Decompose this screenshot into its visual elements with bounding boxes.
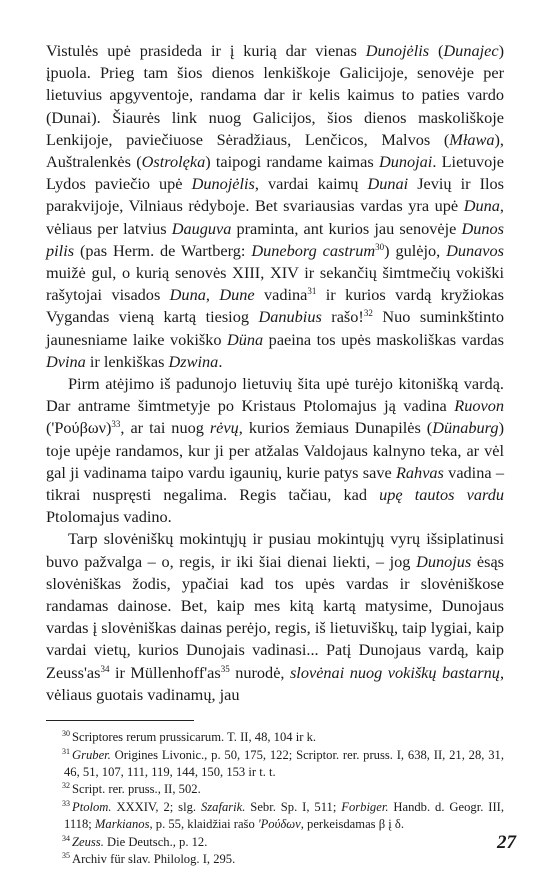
main-text bbox=[46, 40, 504, 706]
footnote-text: Zeuss. Die Deutsch., p. 12. bbox=[72, 834, 208, 849]
footnote-text: Script. rer. pruss., II, 502. bbox=[72, 782, 201, 797]
footnote-number: 34 bbox=[62, 833, 70, 843]
footnote-31 bbox=[46, 747, 504, 782]
footnote-30 bbox=[46, 729, 504, 746]
footnote-35 bbox=[46, 851, 504, 868]
footnotes bbox=[46, 729, 504, 868]
page-number: 27 bbox=[497, 832, 516, 853]
footnote-number: 31 bbox=[62, 746, 70, 756]
paragraph-2: Pirm atėjimo iš padunojo lietuvių šita upė turėjo kitonišką vardą. Dar antrame šimtmetyje po Kristaus Ptolomajus ją vadina Ruovon $('Poύ\beta\omega\nu)^{33}$, ar tai nuog rėvų, kurios žemiaus Dunapilės (Dünaburg) toje upėje randamos, kur ji per atžalas Valdojaus kalnyno teka, ar vėl gal ji vadinama taipo vardu igaunių, kurie patys save Rahvas vadina – tikrai nuspręsti negalima. Regis tačiau, kad upę tautos vardu Ptolomajus vadino. bbox=[46, 374, 504, 527]
footnote-text: Ptolom. XXXIV, 2; slg. Szafarik. Sebr. Sp. I, 511; Forbiger. Handb. d. Geogr. III, 1118; Markianos, p. 55, klaidžiai rašo 'Ρούδων, perkeisdamas β į δ. bbox=[64, 799, 504, 832]
footnote-34 bbox=[46, 834, 504, 851]
footnote-text: Gruber. Origines Livonic., p. 50, 175, 122; Scriptor. rer. pruss. I, 638, II, 21, 28, 31, 46, 51, 107, 111, 119, 144, 150, 153 ir t. t. bbox=[64, 747, 504, 779]
footnote-33 bbox=[46, 799, 504, 834]
footnote-number: 32 bbox=[62, 781, 70, 791]
footnote-text: Scriptores rerum prussicarum. T. II, 48, 104 ir k. bbox=[72, 730, 317, 745]
footnote-number: 35 bbox=[62, 850, 70, 860]
footnote-divider bbox=[46, 720, 194, 721]
footnote-text: Archiv für slav. Philolog. I, 295. bbox=[72, 851, 236, 866]
footnote-number: 33 bbox=[62, 798, 70, 808]
paragraph-1: Vistulės upė prasideda ir į kurią dar vienas Dunojėlis (Dunajec) įpuola. Prieg tam šios dienos lenkiškoje Galicijoje, senovėje per lietuvius apgyventoje, randama dar ir kelis kaimus to paties vardo (Dunai). Šiaurės link nuog Galicijos, šios dienos maskoliškoje Lenkijoje, paviečiuose Sėradžiaus, Lenčicos, Malvos (Mława), Auštralenkės (Ostrolęka) taipogi randame kaimas Dunojai. Lietuvoje Lydos paviečio upė Dunojėlis, vardai kaimų Dunai Jevių ir Ilos parakvijoje, Vilniaus rėdyboje. Bet svariausias vardas yra upė Duna, vėliaus per latvius Dauguva praminta, ant kurios jau senovėje Dunos pilis (pas Herm. de Wartberg: Duneborg castrum$^{30}$) gulėjo, Dunavos muižė gul, o kurią senovės XIII, XIV ir sekančių šimtmečių vokiški rašytojai visados Duna, Dune vadina$^{31}$ ir kurios vardą kryžiokas Vygandas vieną kartą tiesiog Danubius rašo!$^{32}$ Nuo suminkštinto jaunesniame laike vokiško Düna paeina tos upės maskoliškas vardas Dvina ir lenkiškas Dzwina. bbox=[46, 41, 505, 371]
footnote-number: 30 bbox=[62, 729, 70, 739]
footnote-32 bbox=[46, 781, 504, 798]
paragraph-3: Tarp slovėniškų mokintųjų ir pusiau mokintųjų vyrų išsiplatinusi buvo pažvalga – o, regis, ir iki šiai dienai liekti, – jog Dunojus ėsąs slovėniškas žodis, ypačiai kad tos upės vardas ir slovėniškose randamas dainose. Bet, kaip mes kitą kartą matysime, Dunojaus vardas į slovėniškas dainas perėjo, regis, iš lietuviškų, taip lygiai, kaip vardai vietų, kurios Dunojais vadinasi... Patį Dunojaus vardą, kaip $Zeuss'as^{34}$ ir $Müllenhoff'as^{35}$ nurodė, slovėnai nuog vokiškų bastarnų, vėliaus guotais vadinamų, jau bbox=[46, 529, 505, 704]
